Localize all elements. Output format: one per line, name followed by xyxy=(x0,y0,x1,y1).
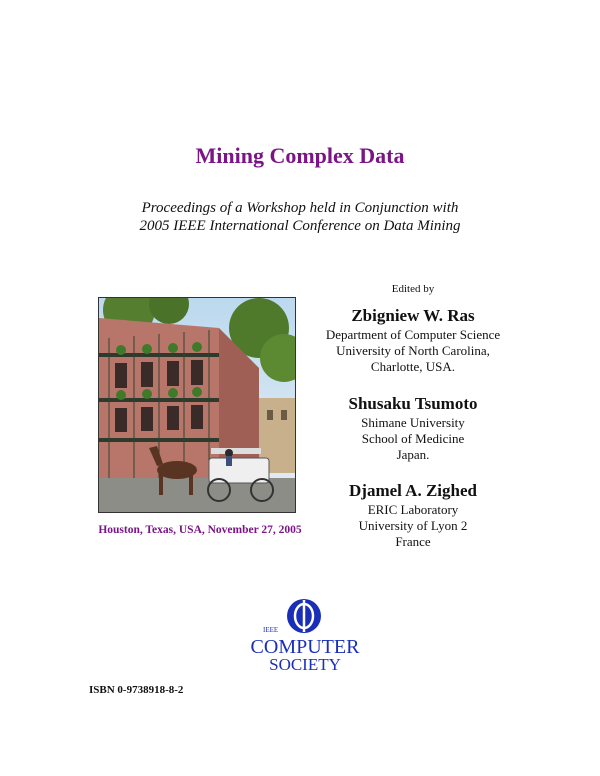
cover-photo xyxy=(98,297,296,513)
editor-affiliation: University of North Carolina, xyxy=(336,343,490,358)
editor-affiliation: Shimane University xyxy=(361,415,465,430)
book-title: Mining Complex Data xyxy=(195,143,405,168)
logo-computer-text: COMPUTER xyxy=(250,636,360,658)
ieee-logo-icon xyxy=(240,596,370,676)
editor-affiliation: School of Medicine xyxy=(361,431,465,446)
editor-affiliation: University of Lyon 2 xyxy=(358,518,468,533)
editor-name: Zbigniew W. Ras xyxy=(351,306,475,325)
subtitle-line-2: 2005 IEEE International Conference on Data Mining xyxy=(139,218,461,234)
editor-affiliation: Japan. xyxy=(396,447,430,462)
editor-affiliation: Charlotte, USA. xyxy=(370,359,456,374)
logo-society-text: SOCIETY xyxy=(269,655,341,674)
book-subtitle xyxy=(0,199,600,235)
subtitle-line-1: Proceedings of a Workshop held in Conjunction with xyxy=(141,200,459,216)
logo-ieee-text: IEEE xyxy=(263,626,279,634)
edited-by-label: Edited by xyxy=(391,283,435,295)
building-illustration xyxy=(99,298,295,512)
editor-affiliation: France xyxy=(395,534,431,549)
editor-affiliation: Department of Computer Science xyxy=(325,327,501,342)
editor-affiliation: ERIC Laboratory xyxy=(367,502,459,517)
editor-block xyxy=(313,393,513,463)
editor-block xyxy=(313,305,513,375)
editor-name: Djamel A. Zighed xyxy=(349,481,477,500)
ieee-computer-society-logo xyxy=(240,596,370,676)
isbn-number: ISBN 0-9738918-8-2 xyxy=(89,684,184,696)
editor-name: Shusaku Tsumoto xyxy=(348,394,478,413)
workshop-location-date: Houston, Texas, USA, November 27, 2005 xyxy=(98,524,302,536)
editor-block xyxy=(313,480,513,550)
